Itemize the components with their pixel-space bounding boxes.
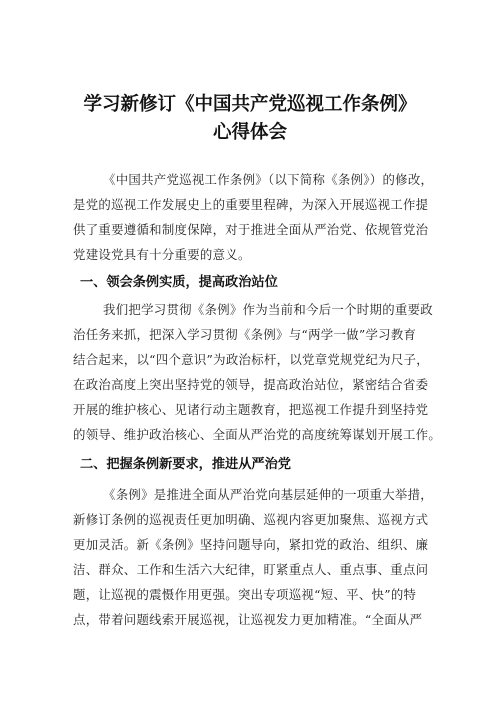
section-2-line-4: 洁、群众、工作和生活六大纪律，盯紧重点人、重点事、重点问 — [73, 562, 429, 577]
section-1-heading: 一、领会条例实质，提高政治站位 — [80, 275, 278, 290]
intro-line-3: 供了重要遵循和制度保障，对于推进全面从严治党、依规管党治 — [73, 222, 429, 237]
section-2-heading: 二、把握条例新要求，推进从严治党 — [80, 457, 291, 472]
document-title-line-1: 学习新修订《中国共产党巡视工作条例》 — [83, 94, 417, 115]
intro-line-4: 党建设党具有十分重要的意义。 — [73, 247, 251, 262]
section-2-line-5: 题，让巡视的震慑作用更强。突出专项巡视“短、平、快”的特 — [73, 587, 417, 602]
section-1-line-2: 治任务来抓，把深入学习贯彻《条例》与“两学一做”学习教育 — [73, 327, 417, 342]
section-1-line-3: 结合起来，以“四个意识”为政治标杆，以党章党规党纪为尺子， — [73, 352, 429, 367]
section-1-line-1: 我们把学习贯彻《条例》作为当前和今后一个时期的重要政 — [103, 302, 433, 317]
intro-line-1: 《中国共产党巡视工作条例》（以下简称《条例》）的修改， — [103, 172, 434, 187]
intro-line-2: 是党的巡视工作发展史上的重要里程碑，为深入开展巡视工作提 — [73, 197, 429, 212]
section-2-line-1: 《条例》是推进全面从严治党向基层延伸的一项重大举措， — [103, 487, 433, 502]
section-1-line-6: 的领导、维护政治核心、全面从严治党的高度统筹谋划开展工作。 — [73, 427, 442, 442]
section-1-line-4: 在政治高度上突出坚持党的领导，提高政治站位，紧密结合省委 — [73, 377, 429, 392]
section-2-line-3: 更加灵活。新《条例》坚持问题导向，紧扣党的政治、组织、廉 — [73, 537, 429, 552]
section-2-line-2: 新修订条例的巡视责任更加明确、巡视内容更加聚焦、巡视方式 — [73, 512, 429, 527]
section-1-line-5: 开展的维护核心、见诸行动主题教育，把巡视工作提升到坚持党 — [73, 402, 429, 417]
section-2-line-6: 点，带着问题线索开展巡视，让巡视发力更加精准。“全面从严 — [73, 612, 423, 627]
document-title-line-2: 心得体会 — [212, 122, 287, 143]
